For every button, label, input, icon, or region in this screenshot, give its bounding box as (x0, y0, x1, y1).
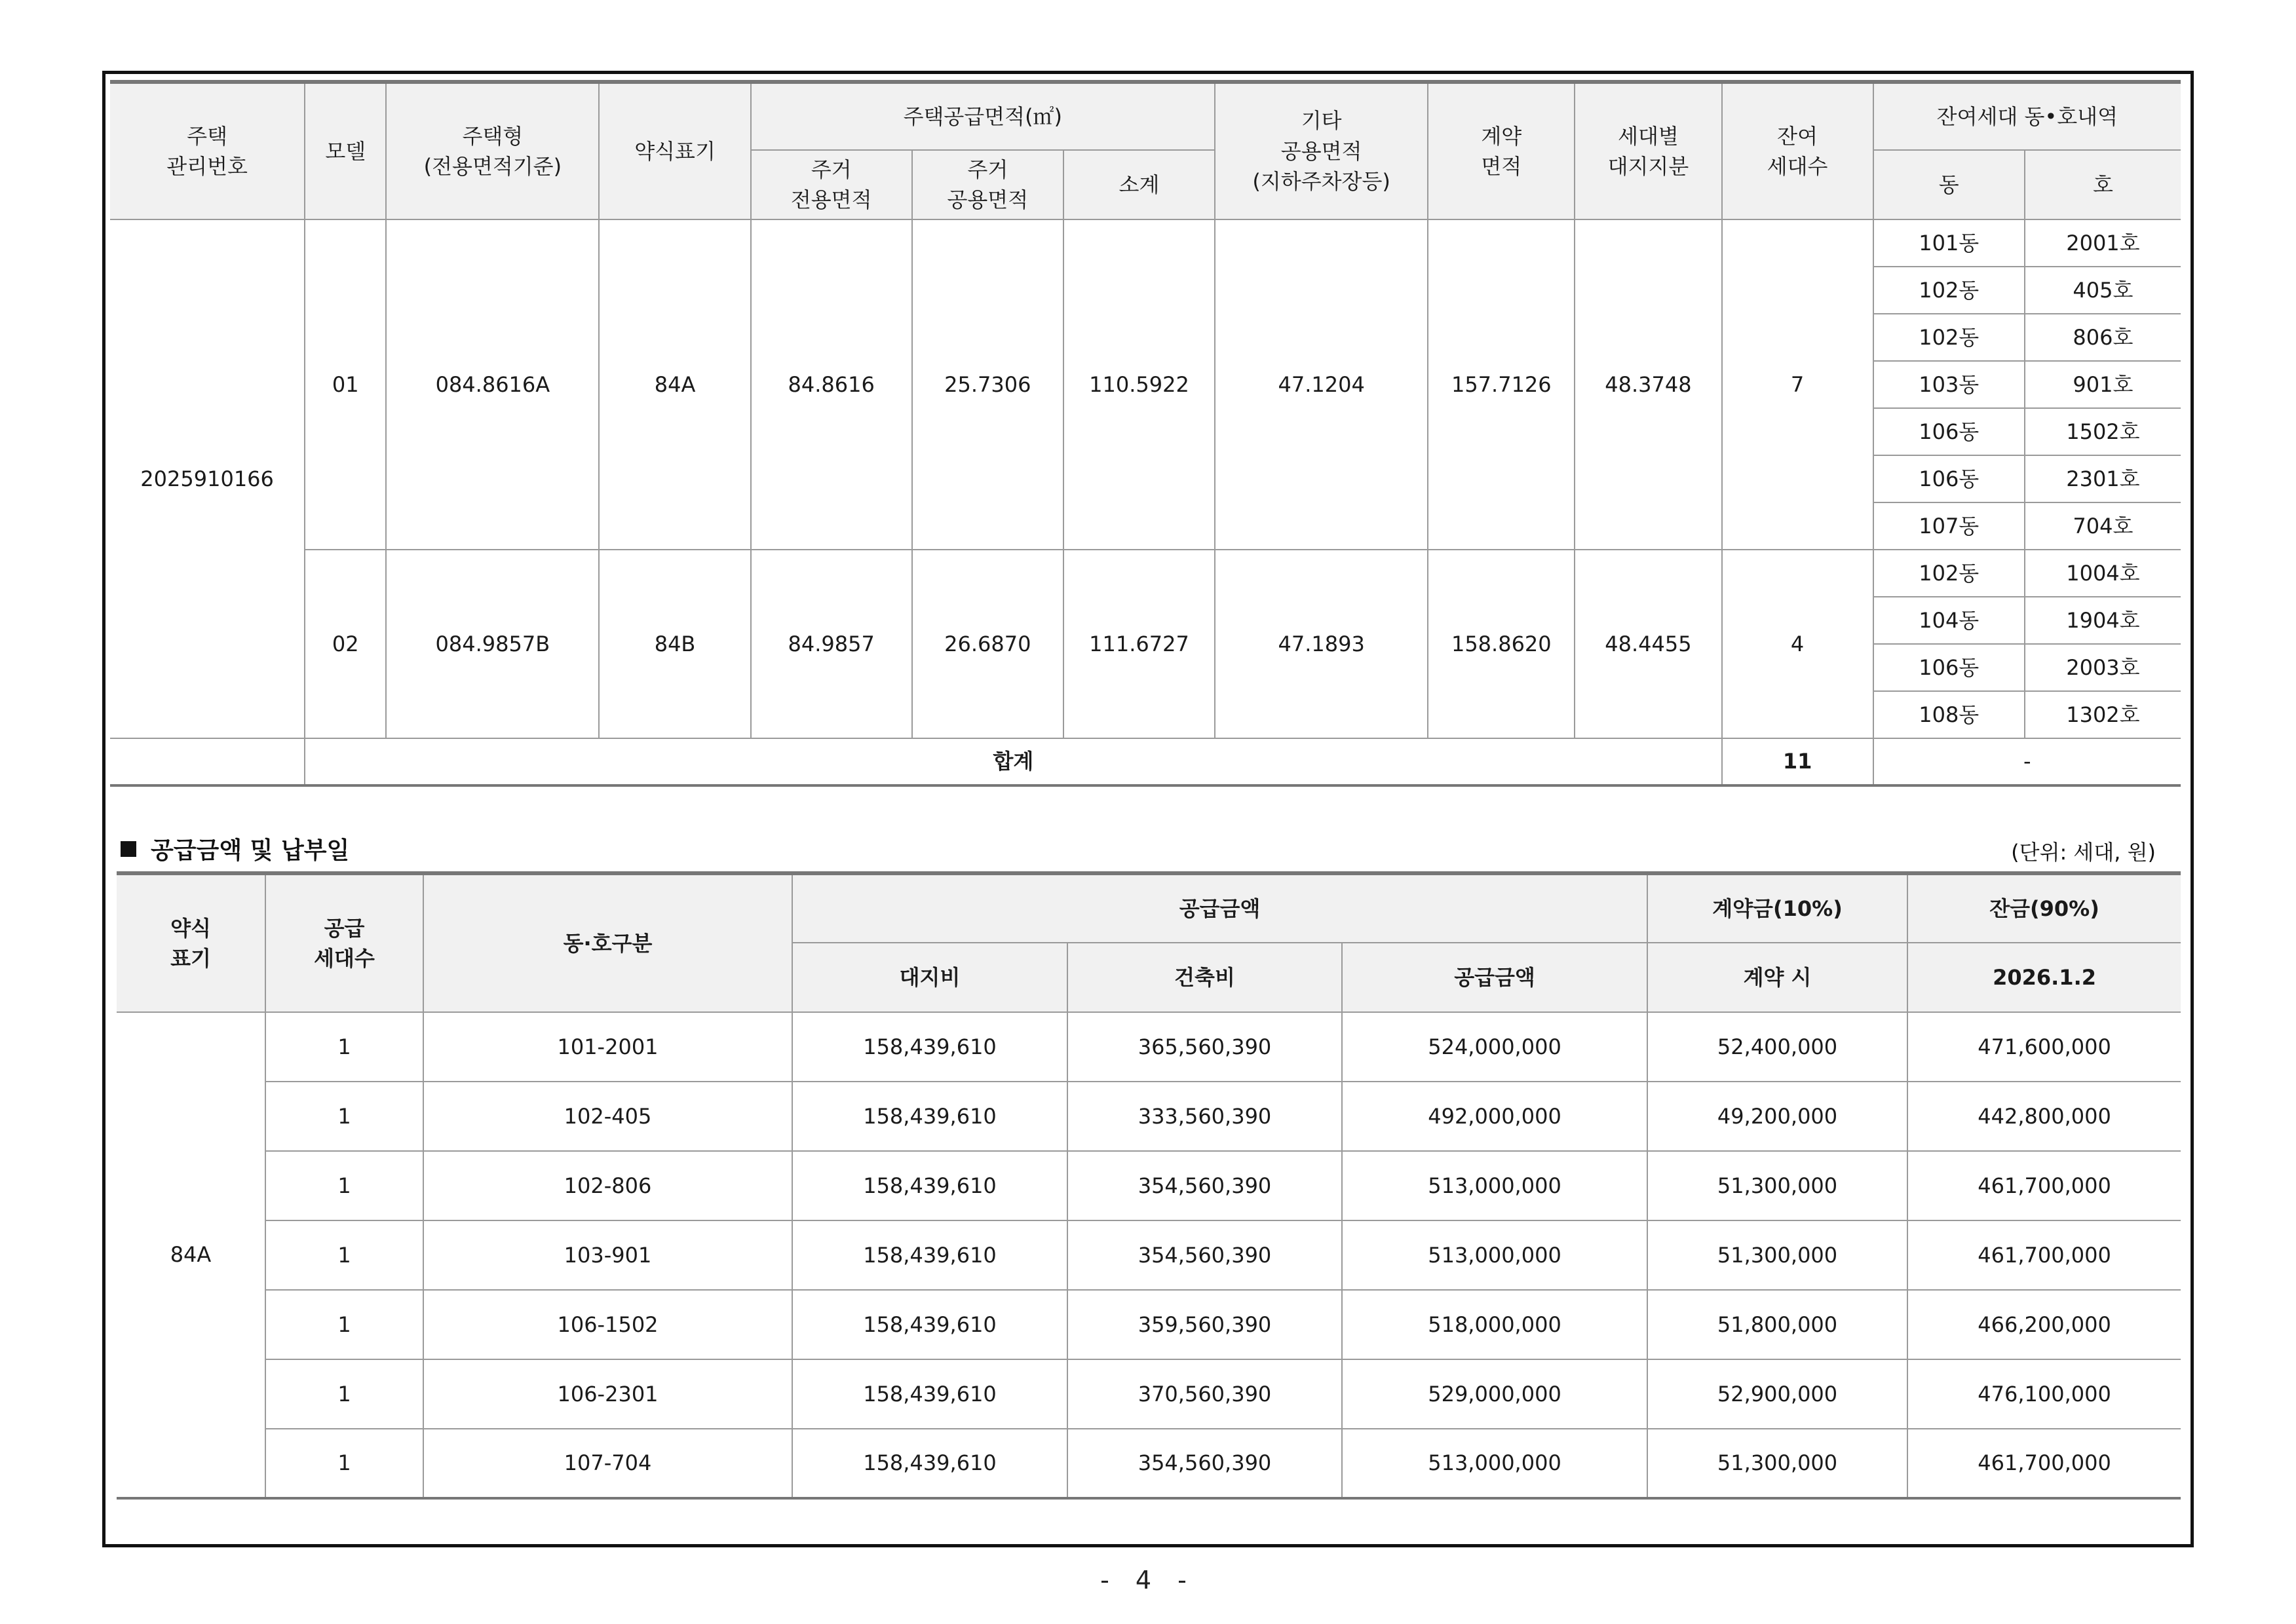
header-ho: 호 (2025, 150, 2181, 219)
header-land: 대지비 (792, 943, 1067, 1012)
building-cost-cell: 359,560,390 (1067, 1290, 1342, 1359)
unit-cell: 107-704 (423, 1429, 792, 1498)
supply-total-cell: 513,000,000 (1342, 1429, 1647, 1498)
house-no-cell: 2025910166 (110, 219, 305, 738)
table-row (117, 1290, 2181, 1359)
ho-cell: 2301호 (2025, 455, 2181, 502)
unit-cell: 102-806 (423, 1151, 792, 1220)
supply-total-cell: 513,000,000 (1342, 1220, 1647, 1290)
header-model: 모델 (305, 82, 386, 219)
remaining-count-cell: 7 (1722, 219, 1873, 550)
table-row (110, 550, 2181, 597)
ho-cell: 1004호 (2025, 550, 2181, 597)
land-cost-cell: 158,439,610 (792, 1012, 1067, 1082)
section-title-text: 공급금액 및 납부일 (151, 837, 350, 864)
land-cost-cell: 158,439,610 (792, 1220, 1067, 1290)
header-land-share: 세대별 대지지분 (1575, 82, 1721, 219)
ho-cell: 1904호 (2025, 597, 2181, 644)
ho-cell: 1302호 (2025, 691, 2181, 738)
total-dash-cell: - (1873, 738, 2181, 785)
total-spacer-cell (110, 738, 305, 785)
header-abbr2: 약식 표기 (117, 873, 265, 1012)
table-row (117, 1429, 2181, 1498)
other-common-cell: 47.1893 (1215, 550, 1428, 738)
building-cost-cell: 354,560,390 (1067, 1151, 1342, 1220)
ho-cell: 2003호 (2025, 644, 2181, 691)
table-row (110, 219, 2181, 267)
header-house-no: 주택 관리번호 (110, 82, 305, 219)
dong-cell: 103동 (1873, 361, 2025, 408)
supply-price-table (117, 871, 2181, 1500)
deposit-cell: 51,300,000 (1647, 1220, 1907, 1290)
common-area-cell: 26.6870 (912, 550, 1063, 738)
land-share-cell: 48.4455 (1575, 550, 1721, 738)
header-remaining: 잔여 세대수 (1722, 82, 1873, 219)
dong-cell: 102동 (1873, 267, 2025, 314)
table-row (117, 1151, 2181, 1220)
ho-cell: 1502호 (2025, 408, 2181, 455)
balance-cell: 476,100,000 (1907, 1359, 2181, 1429)
subtotal-cell: 111.6727 (1063, 550, 1215, 738)
balance-cell: 466,200,000 (1907, 1290, 2181, 1359)
supply-total-cell: 518,000,000 (1342, 1290, 1647, 1359)
land-share-cell: 48.3748 (1575, 219, 1721, 550)
ho-cell: 405호 (2025, 267, 2181, 314)
ho-cell: 806호 (2025, 314, 2181, 361)
dong-cell: 107동 (1873, 502, 2025, 550)
ho-cell: 704호 (2025, 502, 2181, 550)
deposit-cell: 51,300,000 (1647, 1151, 1907, 1220)
deposit-cell: 51,800,000 (1647, 1290, 1907, 1359)
header-supply-area: 주택공급면적(㎡) (751, 82, 1215, 150)
balance-cell: 461,700,000 (1907, 1429, 2181, 1498)
dong-cell: 102동 (1873, 314, 2025, 361)
header-other-common: 기타 공용면적 (지하주차장등) (1215, 82, 1428, 219)
header-contract-area: 계약 면적 (1428, 82, 1575, 219)
land-cost-cell: 158,439,610 (792, 1359, 1067, 1429)
dong-cell: 104동 (1873, 597, 2025, 644)
building-cost-cell: 354,560,390 (1067, 1220, 1342, 1290)
balance-cell: 442,800,000 (1907, 1082, 2181, 1151)
building-cost-cell: 370,560,390 (1067, 1359, 1342, 1429)
land-cost-cell: 158,439,610 (792, 1429, 1067, 1498)
count-cell: 1 (265, 1290, 423, 1359)
building-cost-cell: 354,560,390 (1067, 1429, 1342, 1498)
total-label-cell: 합계 (305, 738, 1721, 785)
type-cell: 084.9857B (386, 550, 599, 738)
count-cell: 1 (265, 1151, 423, 1220)
table-row (117, 1359, 2181, 1429)
unit-cell: 106-1502 (423, 1290, 792, 1359)
count-cell: 1 (265, 1082, 423, 1151)
total-row (110, 738, 2181, 785)
supply-total-cell: 492,000,000 (1342, 1082, 1647, 1151)
deposit-cell: 49,200,000 (1647, 1082, 1907, 1151)
land-cost-cell: 158,439,610 (792, 1151, 1067, 1220)
count-cell: 1 (265, 1220, 423, 1290)
table-row (117, 1220, 2181, 1290)
dong-cell: 106동 (1873, 455, 2025, 502)
table-row (117, 1082, 2181, 1151)
deposit-cell: 52,900,000 (1647, 1359, 1907, 1429)
header-dong: 동 (1873, 150, 2025, 219)
deposit-cell: 52,400,000 (1647, 1012, 1907, 1082)
header-common: 주거 공용면적 (912, 150, 1063, 219)
square-bullet-icon (121, 841, 136, 857)
group-label-cell: 84A (117, 1012, 265, 1498)
unit-note: (단위: 세대, 원) (2011, 840, 2156, 865)
dong-cell: 102동 (1873, 550, 2025, 597)
dong-cell: 108동 (1873, 691, 2025, 738)
header-excl: 주거 전용면적 (751, 150, 912, 219)
header-count: 공급 세대수 (265, 873, 423, 1012)
model-cell: 02 (305, 550, 386, 738)
balance-cell: 471,600,000 (1907, 1012, 2181, 1082)
header-remaining-detail: 잔여세대 동•호내역 (1873, 82, 2181, 150)
count-cell: 1 (265, 1012, 423, 1082)
unit-cell: 101-2001 (423, 1012, 792, 1082)
supply-total-cell: 513,000,000 (1342, 1151, 1647, 1220)
ho-cell: 901호 (2025, 361, 2181, 408)
balance-cell: 461,700,000 (1907, 1220, 2181, 1290)
unit-cell: 106-2301 (423, 1359, 792, 1429)
ho-cell: 2001호 (2025, 219, 2181, 267)
header-type: 주택형 (전용면적기준) (386, 82, 599, 219)
land-cost-cell: 158,439,610 (792, 1290, 1067, 1359)
header-supply-total: 공급금액 (1342, 943, 1647, 1012)
header-balance: 잔금(90%) (1907, 873, 2181, 943)
subtotal-cell: 110.5922 (1063, 219, 1215, 550)
building-cost-cell: 365,560,390 (1067, 1012, 1342, 1082)
other-common-cell: 47.1204 (1215, 219, 1428, 550)
excl-area-cell: 84.9857 (751, 550, 912, 738)
excl-area-cell: 84.8616 (751, 219, 912, 550)
contract-area-cell: 157.7126 (1428, 219, 1575, 550)
building-cost-cell: 333,560,390 (1067, 1082, 1342, 1151)
page-number: - 4 - (1100, 1566, 1196, 1595)
count-cell: 1 (265, 1429, 423, 1498)
land-cost-cell: 158,439,610 (792, 1082, 1067, 1151)
dong-cell: 101동 (1873, 219, 2025, 267)
header-deposit: 계약금(10%) (1647, 873, 1907, 943)
contract-area-cell: 158.8620 (1428, 550, 1575, 738)
unit-cell: 102-405 (423, 1082, 792, 1151)
section-title (121, 832, 349, 865)
supply-total-cell: 529,000,000 (1342, 1359, 1647, 1429)
deposit-cell: 51,300,000 (1647, 1429, 1907, 1498)
remaining-count-cell: 4 (1722, 550, 1873, 738)
table-row (117, 1012, 2181, 1082)
header-abbr: 약식표기 (599, 82, 750, 219)
type-cell: 084.8616A (386, 219, 599, 550)
abbr-cell: 84B (599, 550, 750, 738)
unit-cell: 103-901 (423, 1220, 792, 1290)
model-cell: 01 (305, 219, 386, 550)
abbr-cell: 84A (599, 219, 750, 550)
header-balance-date: 2026.1.2 (1907, 943, 2181, 1012)
header-deposit-when: 계약 시 (1647, 943, 1907, 1012)
common-area-cell: 25.7306 (912, 219, 1063, 550)
total-value-cell: 11 (1722, 738, 1873, 785)
dong-cell: 106동 (1873, 644, 2025, 691)
header-subtotal: 소계 (1063, 150, 1215, 219)
supply-total-cell: 524,000,000 (1342, 1012, 1647, 1082)
count-cell: 1 (265, 1359, 423, 1429)
balance-cell: 461,700,000 (1907, 1151, 2181, 1220)
remaining-units-table (110, 80, 2181, 787)
header-building: 건축비 (1067, 943, 1342, 1012)
header-supply: 공급금액 (792, 873, 1647, 943)
header-unit: 동·호구분 (423, 873, 792, 1012)
dong-cell: 106동 (1873, 408, 2025, 455)
